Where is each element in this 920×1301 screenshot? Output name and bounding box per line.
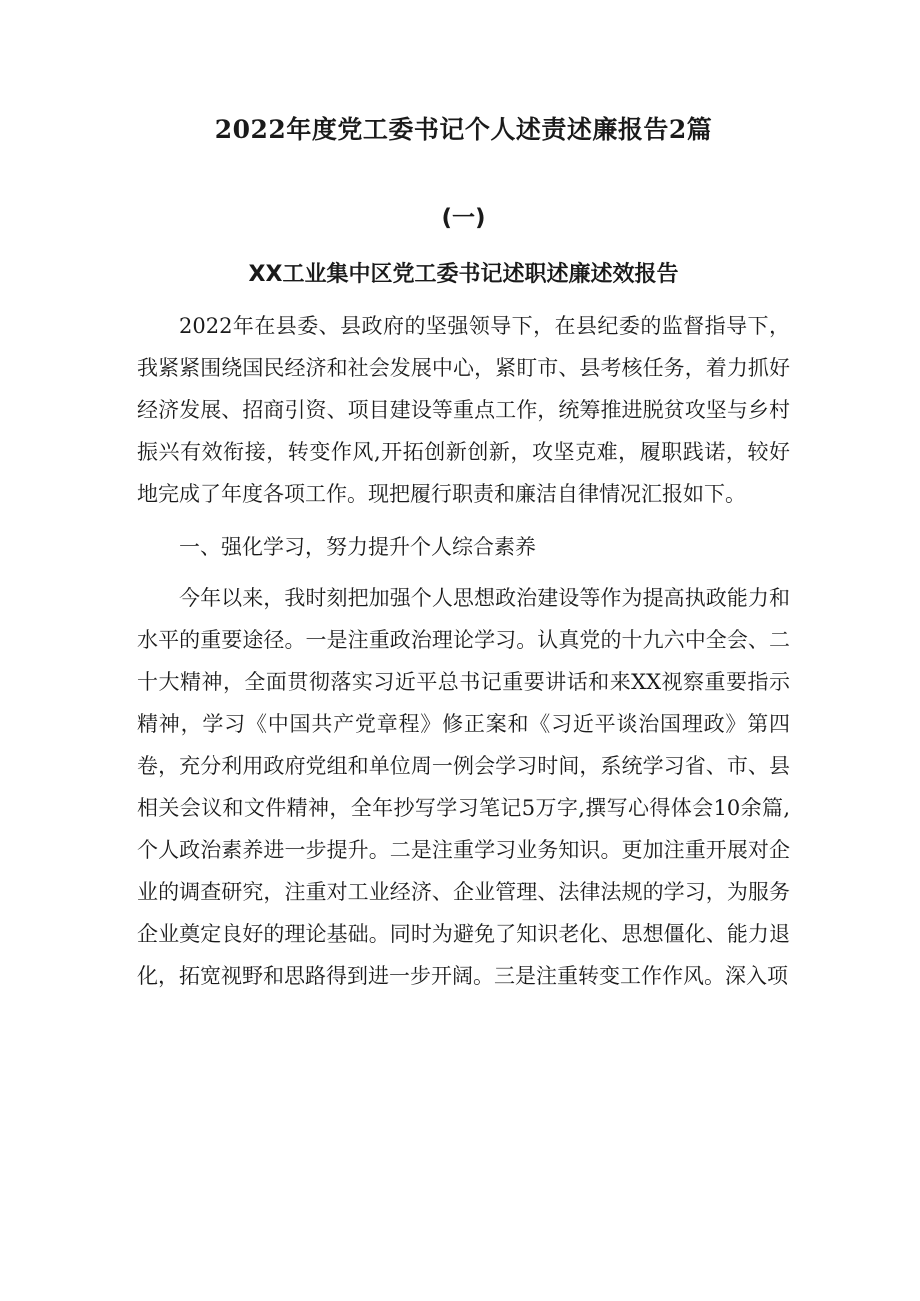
section-heading: 一、强化学习，努力提升个人综合素养 xyxy=(179,535,536,559)
section-paragraph: 今年以来，我时刻把加强个人思想政治建设等作为提高执政能力和水平的重要途径。一是注重政治理论学习。认真党的十九六中全会、二十大精神，全面贯彻落实习近平总书记重要讲话和来XX视察重要指示精神，学习《中国共产党章程》修正案和《习近平谈治国理政》第四卷，充分利用政府党组和单位周一例会学习时间，系统学习省、市、县相关会议和文件精神，全年抄写学习笔记5万字,撰写心得体会10余篇,个人政治素养进一步提升。二是注重学习业务知识。更加注重开展对企业的调查研究，注重对工业经济、企业管理、法律法规的学习，为服务企业奠定良好的理论基础。同时为避免了知识老化、思想僵化、能力退化，拓宽视野和思路得到进一步开阔。三是注重转变工作作风。深入项 xyxy=(137,586,790,988)
intro-paragraph: 2022年在县委、县政府的坚强领导下，在县纪委的监督指导下，我紧紧围绕国民经济和社会发展中心，紧盯市、县考核任务，着力抓好经济发展、招商引资、项目建设等重点工作，统筹推进脱贫攻坚与乡村振兴有效衔接，转变作风,开拓创新创新，攻坚克难，履职践诺，较好地完成了年度各项工作。现把履行职责和廉洁自律情况汇报如下。 xyxy=(137,314,790,506)
report-subtitle: XX工业集中区党工委书记述职述廉述效报告 xyxy=(248,262,679,287)
document-title: 2022年度党工委书记个人述责述廉报告2篇 xyxy=(214,115,713,144)
part-label: (一) xyxy=(441,205,486,231)
